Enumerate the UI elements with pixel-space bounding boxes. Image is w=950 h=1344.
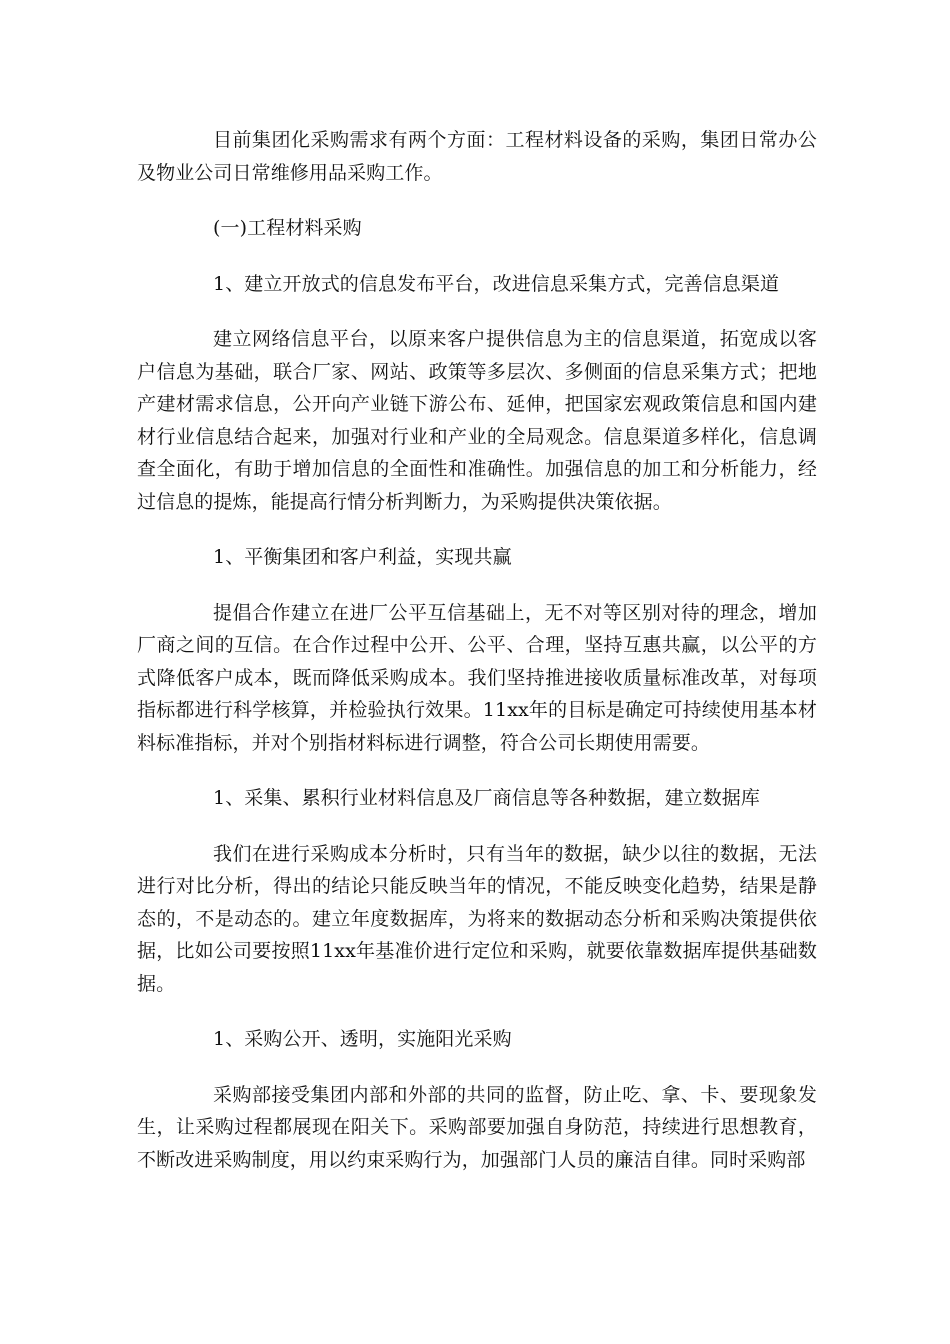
paragraph-win-win: 提倡合作建立在进厂公平互信基础上，无不对等区别对待的理念，增加厂商之间的互信。在合作过程中公开、公平、合理，坚持互惠共赢，以公平的方式降低客户成本，既而降低采购成本。我们坚持推进接收质量标准改革，对每项指标都进行科学核算，并检验执行效果。11xx年的目标是确定可持续使用基本材料标准指标，并对个别指材料标进行调整，符合公司长期使用需要。	[137, 601, 817, 754]
paragraph-database: 我们在进行采购成本分析时，只有当年的数据，缺少以往的数据，无法进行对比分析，得出的结论只能反映当年的情况，不能反映变化趋势，结果是静态的，不是动态的。建立年度数据库，为将来的数据动态分析和采购决策提供依据，比如公司要按照11xx年基准价进行定位和采购，就要依靠数据库提供基础数据。	[137, 842, 817, 995]
subheading-info-platform: 1、建立开放式的信息发布平台，改进信息采集方式，完善信息渠道	[213, 272, 780, 295]
paragraph-info-platform: 建立网络信息平台，以原来客户提供信息为主的信息渠道，拓宽成以客户信息为基础，联合厂家、网站、政策等多层次、多侧面的信息采集方式；把地产建材需求信息，公开向产业链下游公布、延伸，把国家宏观政策信息和国内建材行业信息结合起来，加强对行业和产业的全局观念。信息渠道多样化，信息调查全面化，有助于增加信息的全面性和准确性。加强信息的加工和分析能力，经过信息的提炼，能提高行情分析判断力，为采购提供决策依据。	[137, 328, 817, 513]
document-page	[137, 124, 817, 1199]
subheading-transparent-procurement: 1、采购公开、透明，实施阳光采购	[213, 1028, 512, 1050]
intro-paragraph: 目前集团化采购需求有两个方面：工程材料设备的采购，集团日常办公及物业公司日常维修用品采购工作。	[137, 129, 817, 184]
subheading-database: 1、采集、累积行业材料信息及厂商信息等各种数据，建立数据库	[213, 787, 760, 809]
paragraph-transparent-procurement: 采购部接受集团内部和外部的共同的监督，防止吃、拿、卡、要现象发生，让采购过程都展现在阳关下。采购部要加强自身防范，持续进行思想教育，不断改进采购制度，用以约束采购行为，加强部门人员的廉洁自律。同时采购部	[137, 1083, 817, 1171]
subheading-win-win: 1、平衡集团和客户利益，实现共赢	[213, 546, 512, 568]
section-heading: (一)工程材料采购	[213, 217, 362, 239]
